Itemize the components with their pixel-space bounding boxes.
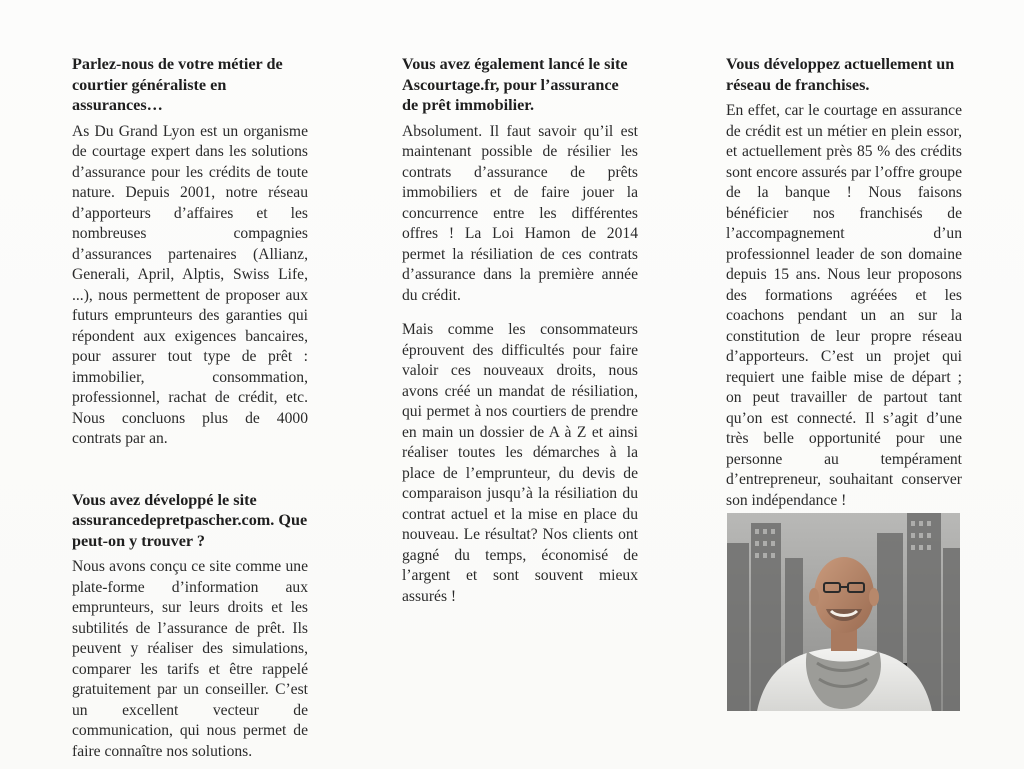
question-metier-courtier: Parlez-nous de votre métier de courtier généraliste en assurances… — [72, 55, 283, 114]
column-1 — [72, 54, 308, 776]
question-ascourtage: Vous avez également lancé le site Ascourtage.fr, pour l’assurance de prêt immobilier. — [402, 55, 628, 114]
column-2 — [402, 54, 638, 621]
spacer — [72, 464, 308, 490]
answer-metier-courtier: As Du Grand Lyon est un organisme de courtage expert dans les solutions d’assurance pour les crédits de toute nature. Depuis 2001, notre réseau d’apporteurs d’affaires et les nombreuses compagnies d’assurances partenaires (Allianz, Generali, April, Alptis, Swiss Life, ...), nous permettent de proposer aux futurs emprunteurs des garanties qui répondent aux exigences bancaires, pour assurer tout type de prêt : immobilier, consommation, professionnel, rachat de crédit, etc. Nous concluons plus de 4000 contrats par an. — [72, 122, 308, 447]
portrait-photo — [727, 513, 960, 711]
portrait-illustration — [727, 513, 960, 711]
answer-ascourtage-1: Absolument. Il faut savoir qu’il est maintenant possible de résilier les contrats d’assurance de prêts immobiliers et de faire jouer la concurrence entre les différentes offres ! La Loi Hamon de 2014 permet la résiliation de ces contrats d’assurance dans la première année du crédit. — [402, 122, 638, 304]
answer-ascourtage-2: Mais comme les consommateurs éprouvent des difficultés pour faire valoir ces nouveaux droits, nous avons créé un mandat de résiliation, qui permet à nos courtiers de prendre en main un dossier de A à Z et ainsi réaliser toutes les démarches à la place de l’emprunteur, du devis de comparaison jusqu’à la résiliation du contrat actuel et la mise en place du nouveau. Le résultat? Nos clients ont gagné du temps, économisé de l’argent et sont souvent mieux assurés ! — [402, 321, 638, 605]
answer-reseau-franchises: En effet, car le courtage en assurance de crédit est un métier en plein essor, et actuellement près 85 % des crédits sont encore assurés par l’offre groupe de la banque ! Nous faisons bénéficier nos franchisés de l’accompagnement d’un professionnel leader de son domaine depuis 15 ans. Nous leur proposons des formations agréées et les coachons pendant un an sur la constitution de leur propre réseau d’apporteurs. C’est un projet qui requiert une faible mise de départ ; on peut travailler de partout tant qu’on est connecté. Il s’agit d’une très belle opportunité pour une personne au tempérament d’entrepreneur, souhaitant conserver son indépendance ! — [726, 102, 962, 509]
question-site-assurancedepretpascher: Vous avez développé le site assurancedepretpascher.com. Que peut-on y trouver ? — [72, 490, 308, 550]
question-reseau-franchises: Vous développez actuellement un réseau de franchises. — [726, 55, 955, 94]
answer-site-assurancedepretpascher: Nous avons conçu ce site comme une plate-forme d’information aux emprunteurs, sur leurs droits et les subtilités de l’assurance de prêt. Ils peuvent y réaliser des simulations, comparer les tarifs et être rappelé gratuitement par un conseiller. C’est un excellent vecteur de communication, qui nous permet de faire connaître nos solutions. — [72, 558, 308, 760]
column-3 — [726, 54, 962, 525]
